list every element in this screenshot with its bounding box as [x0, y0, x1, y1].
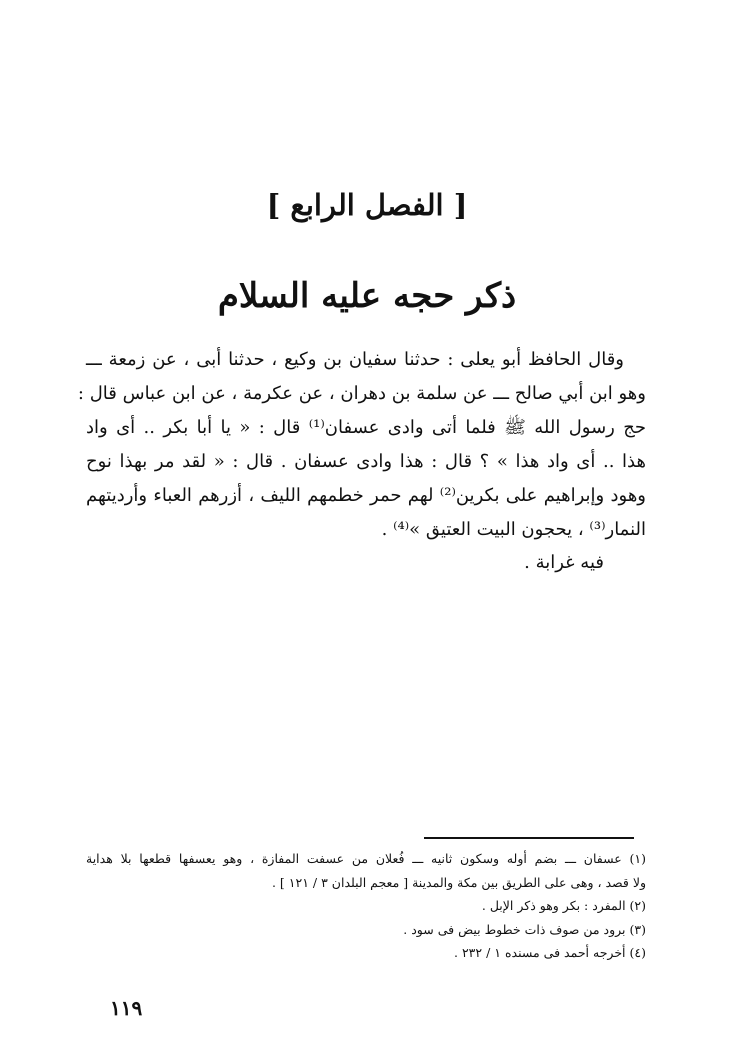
footnote-line: (٤) أخرجه أحمد فى مسنده ١ / ٢٣٢ . — [454, 945, 646, 960]
page-number: ١١٩ — [110, 996, 143, 1020]
footnote-line: (١) عسفان ـــ بضم أوله وسكون ثانيه ـــ فُعلان من عسفت المفازة ، وهو يعسفها قطعها بلا هداية — [86, 851, 646, 866]
body-line: وهود وإبراهيم على بكرين⁽²⁾ لهم حمر خطمهم الليف ، أزرهم العباء وأرديتهم — [86, 485, 646, 506]
body-line: وهو ابن أبي صالح ـــ عن سلمة بن دهران ، عن عكرمة ، عن ابن عباس قال : — [77, 383, 646, 404]
body-text — [77, 343, 646, 547]
chapter-heading: [ الفصل الرابع ] — [266, 188, 468, 222]
footnote-line: ولا قصد ، وهى على الطريق بين مكة والمدينة [ معجم البلدان ٣ / ١٢١ ] . — [271, 874, 646, 890]
body-line: حج رسول الله ﷺ فلما أتى وادى عسفان⁽¹⁾ قال : « يا أبا بكر .. أى واد — [86, 417, 646, 438]
body-line: النمار⁽³⁾ ، يحجون البيت العتيق »⁽⁴⁾ . — [381, 519, 646, 540]
body-line: وقال الحافظ أبو يعلى : حدثنا سفيان بن وكيع ، حدثنا أبى ، عن زمعة ـــ — [86, 349, 624, 370]
author-comment: فيه غرابة . — [524, 552, 604, 573]
footnotes — [86, 847, 646, 965]
footnote-line: (٣) برود من صوف ذات خطوط بيض فى سود . — [403, 921, 646, 937]
footnote-divider — [424, 837, 634, 839]
section-title: ذكر حجه عليه السلام — [217, 276, 517, 316]
footnote-line: (٢) المفرد : بكر وهو ذكر الإبل . — [481, 898, 646, 913]
body-line: هذا .. أى واد هذا » ؟ قال : هذا وادى عسفان . قال : « لقد مر بهذا نوح — [86, 451, 646, 472]
